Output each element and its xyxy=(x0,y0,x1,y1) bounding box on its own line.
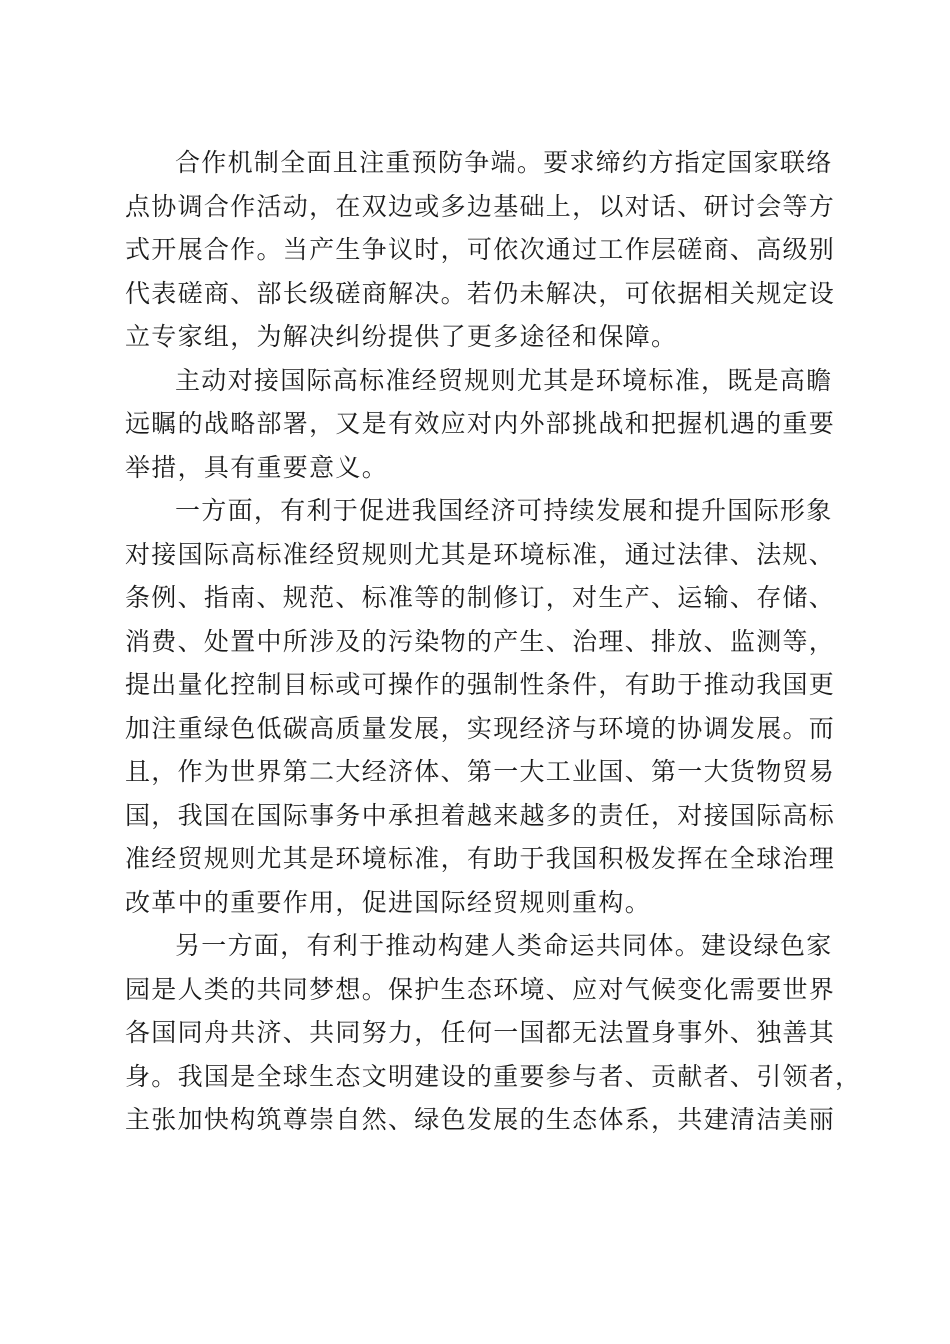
text-line: 国，我国在国际事务中承担着越来越多的责任，对接国际高标 xyxy=(125,800,836,830)
text-line: 主张加快构筑尊崇自然、绿色发展的生态体系，共建清洁美丽 xyxy=(125,1105,836,1134)
text-line: 合作机制全面且注重预防争端。要求缔约方指定国家联络 xyxy=(175,148,833,177)
text-line: 准经贸规则尤其是环境标准，有助于我国积极发挥在全球治理 xyxy=(125,844,836,873)
text-line: 式开展合作。当产生争议时，可依次通过工作层磋商、高级别 xyxy=(125,235,836,264)
text-line: 另一方面，有利于推动构建人类命运共同体。建设绿色家 xyxy=(175,931,833,960)
text-line: 消费、处置中所涉及的污染物的产生、治理、排放、监测等， xyxy=(125,626,836,656)
paragraph-cooperation-mechanism xyxy=(125,141,836,359)
text-line: 加注重绿色低碳高质量发展，实现经济与环境的协调发展。而 xyxy=(125,713,836,743)
text-line: 身。我国是全球生态文明建设的重要参与者、贡献者、引领者， xyxy=(125,1061,862,1091)
text-line: 改革中的重要作用，促进国际经贸规则重构。 xyxy=(125,887,652,917)
paragraph-significance xyxy=(125,359,836,490)
text-line: 对接国际高标准经贸规则尤其是环境标准，通过法律、法规、 xyxy=(125,539,836,569)
text-line: 园是人类的共同梦想。保护生态环境、应对气候变化需要世界 xyxy=(125,974,836,1004)
text-line: 点协调合作活动，在双边或多边基础上，以对话、研讨会等方 xyxy=(125,191,836,221)
text-line: 举措，具有重要意义。 xyxy=(125,452,389,482)
text-line: 一方面，有利于促进我国经济可持续发展和提升国际形象 xyxy=(175,496,833,525)
text-line: 远瞩的战略部署，又是有效应对内外部挑战和把握机遇的重要 xyxy=(125,409,836,438)
text-line: 立专家组，为解决纠纷提供了更多途径和保障。 xyxy=(125,322,678,351)
paragraph-shared-future xyxy=(125,924,862,1142)
text-line: 主动对接国际高标准经贸规则尤其是环境标准，既是高瞻 xyxy=(175,365,833,395)
text-line: 代表磋商、部长级磋商解决。若仍未解决，可依据相关规定设 xyxy=(125,278,836,308)
body-text xyxy=(125,141,862,1142)
paragraph-sustainable-development xyxy=(125,489,836,924)
text-line: 且，作为世界第二大经济体、第一大工业国、第一大货物贸易 xyxy=(125,757,836,786)
text-line: 提出量化控制目标或可操作的强制性条件，有助于推动我国更 xyxy=(125,670,836,699)
text-line: 各国同舟共济、共同努力，任何一国都无法置身事外、独善其 xyxy=(125,1018,836,1047)
text-line: 条例、指南、规范、标准等的制修订，对生产、运输、存储、 xyxy=(125,583,836,612)
